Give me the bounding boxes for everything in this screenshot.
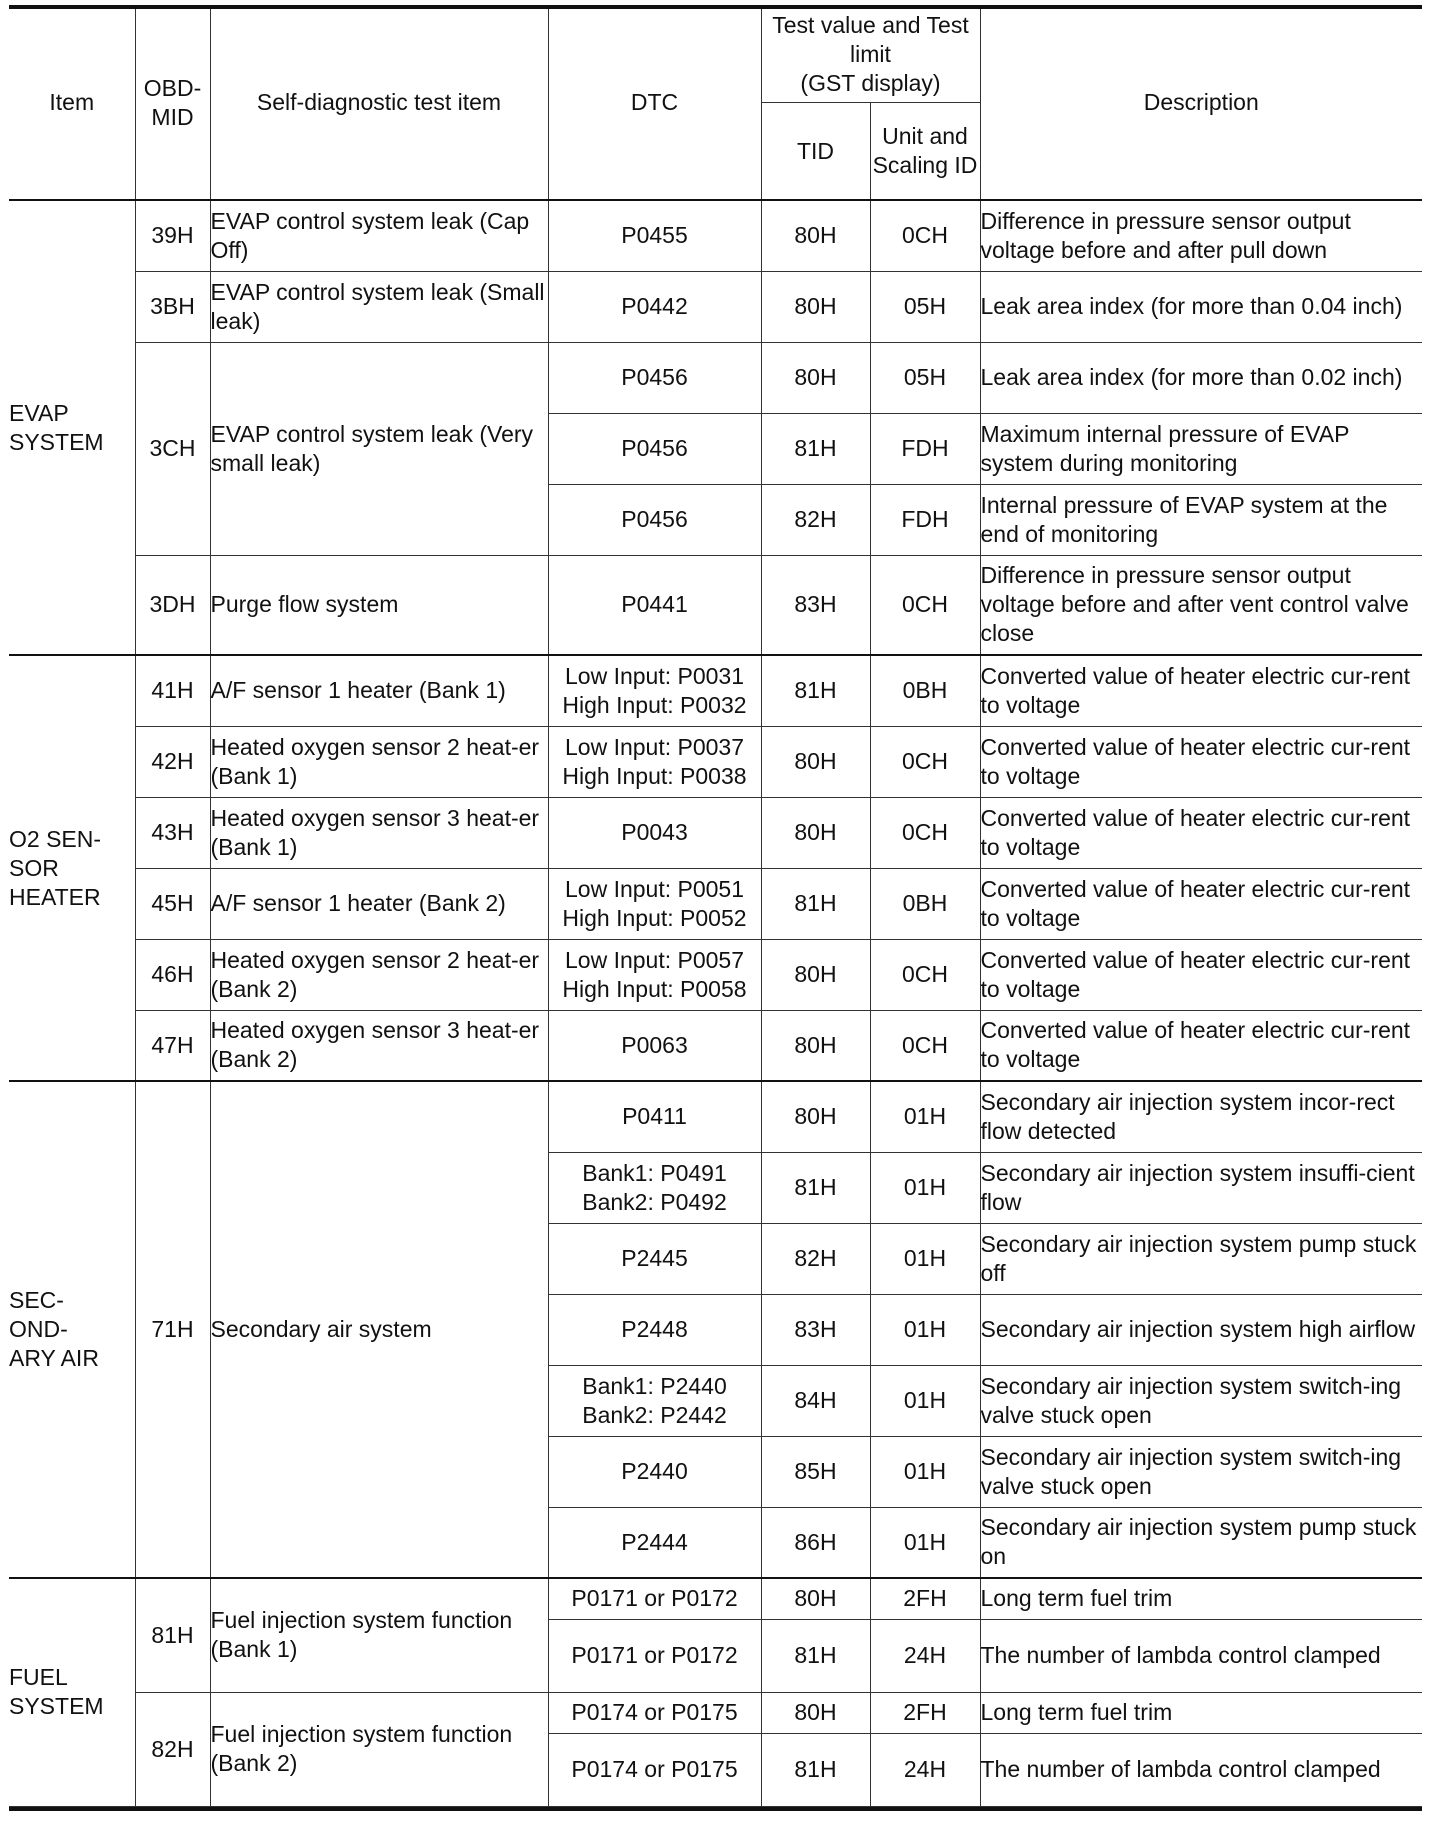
obd-mid-cell: 46H: [135, 939, 210, 1010]
tid-cell: 81H: [761, 1152, 870, 1223]
description-cell: Internal pressure of EVAP system at the end of monitoring: [980, 484, 1422, 555]
dtc-cell: P2444: [548, 1507, 761, 1578]
tid-cell: 80H: [761, 1578, 870, 1619]
header-unit-scaling-id: Unit and Scaling ID: [870, 103, 980, 201]
description-cell: Secondary air injection system pump stuck off: [980, 1223, 1422, 1294]
test-item-cell: A/F sensor 1 heater (Bank 1): [210, 655, 548, 726]
description-cell: Secondary air injection system switch-ing valve stuck open: [980, 1436, 1422, 1507]
description-cell: Converted value of heater electric cur-rent to voltage: [980, 797, 1422, 868]
tid-cell: 81H: [761, 655, 870, 726]
unit-scaling-cell: 0CH: [870, 797, 980, 868]
unit-scaling-cell: 01H: [870, 1365, 980, 1436]
test-item-cell: EVAP control system leak (Very small leak): [210, 342, 548, 555]
description-cell: Secondary air injection system high airflow: [980, 1294, 1422, 1365]
diagnostic-table-container: [9, 5, 1422, 1807]
unit-scaling-cell: 2FH: [870, 1578, 980, 1619]
obd-mid-cell: 45H: [135, 868, 210, 939]
description-cell: The number of lambda control clamped: [980, 1619, 1422, 1692]
description-cell: Difference in pressure sensor output voltage before and after vent control valve close: [980, 555, 1422, 655]
group-evap-system: [9, 200, 1422, 655]
unit-scaling-cell: 0CH: [870, 1010, 980, 1081]
test-item-cell: Heated oxygen sensor 3 heat-er (Bank 2): [210, 1010, 548, 1081]
description-cell: Secondary air injection system insuffi-cient flow: [980, 1152, 1422, 1223]
test-item-cell: EVAP control system leak (Cap Off): [210, 200, 548, 271]
description-cell: Converted value of heater electric cur-rent to voltage: [980, 1010, 1422, 1081]
description-cell: Long term fuel trim: [980, 1578, 1422, 1619]
tid-cell: 82H: [761, 484, 870, 555]
unit-scaling-cell: 0CH: [870, 939, 980, 1010]
dtc-cell: P2445: [548, 1223, 761, 1294]
unit-scaling-cell: 01H: [870, 1223, 980, 1294]
description-cell: Converted value of heater electric cur-rent to voltage: [980, 655, 1422, 726]
obd-mid-cell: 39H: [135, 200, 210, 271]
tid-cell: 80H: [761, 726, 870, 797]
dtc-cell: Low Input: P0057 High Input: P0058: [548, 939, 761, 1010]
test-item-cell: Heated oxygen sensor 2 heat-er (Bank 2): [210, 939, 548, 1010]
unit-scaling-cell: 0BH: [870, 868, 980, 939]
tid-cell: 86H: [761, 1507, 870, 1578]
tid-cell: 81H: [761, 868, 870, 939]
obd-mid-cell: 71H: [135, 1081, 210, 1578]
description-cell: Leak area index (for more than 0.02 inch): [980, 342, 1422, 413]
unit-scaling-cell: FDH: [870, 484, 980, 555]
description-cell: Maximum internal pressure of EVAP system during monitoring: [980, 413, 1422, 484]
test-item-cell: Heated oxygen sensor 3 heat-er (Bank 1): [210, 797, 548, 868]
description-cell: Converted value of heater electric cur-rent to voltage: [980, 939, 1422, 1010]
tid-cell: 80H: [761, 939, 870, 1010]
tid-cell: 80H: [761, 271, 870, 342]
obd-mid-cell: 3BH: [135, 271, 210, 342]
unit-scaling-cell: 01H: [870, 1081, 980, 1152]
test-item-cell: Purge flow system: [210, 555, 548, 655]
tid-cell: 80H: [761, 1010, 870, 1081]
description-cell: Secondary air injection system incor-rect flow detected: [980, 1081, 1422, 1152]
dtc-cell: P0455: [548, 200, 761, 271]
group-item-label: FUEL SYSTEM: [9, 1578, 135, 1806]
tid-cell: 80H: [761, 1081, 870, 1152]
header-tid: TID: [761, 103, 870, 201]
unit-scaling-cell: 01H: [870, 1436, 980, 1507]
header-obd-mid: OBD- MID: [135, 6, 210, 201]
dtc-cell: P0174 or P0175: [548, 1692, 761, 1733]
group-item-label: SEC- OND- ARY AIR: [9, 1081, 135, 1578]
header-item: Item: [9, 6, 135, 201]
tid-cell: 81H: [761, 413, 870, 484]
dtc-cell: P0171 or P0172: [548, 1619, 761, 1692]
header-self-diagnostic-test-item: Self-diagnostic test item: [210, 6, 548, 201]
description-cell: Long term fuel trim: [980, 1692, 1422, 1733]
group-o2-sensor-heater: [9, 655, 1422, 1081]
dtc-cell: P0043: [548, 797, 761, 868]
unit-scaling-cell: 0CH: [870, 726, 980, 797]
obd-mid-cell: 81H: [135, 1578, 210, 1692]
dtc-cell: Bank1: P0491 Bank2: P0492: [548, 1152, 761, 1223]
description-cell: Secondary air injection system pump stuck on: [980, 1507, 1422, 1578]
test-item-cell: Fuel injection system function (Bank 2): [210, 1692, 548, 1806]
tid-cell: 81H: [761, 1733, 870, 1806]
tid-cell: 81H: [761, 1619, 870, 1692]
header-description: Description: [980, 6, 1422, 201]
group-item-label: O2 SEN- SOR HEATER: [9, 655, 135, 1081]
tid-cell: 83H: [761, 1294, 870, 1365]
unit-scaling-cell: 01H: [870, 1294, 980, 1365]
dtc-cell: P0411: [548, 1081, 761, 1152]
obd-mid-cell: 3DH: [135, 555, 210, 655]
description-cell: Secondary air injection system switch-ing valve stuck open: [980, 1365, 1422, 1436]
unit-scaling-cell: 01H: [870, 1507, 980, 1578]
dtc-cell: P0456: [548, 484, 761, 555]
diagnostic-table: [9, 5, 1422, 1807]
test-item-cell: Heated oxygen sensor 2 heat-er (Bank 1): [210, 726, 548, 797]
unit-scaling-cell: 24H: [870, 1619, 980, 1692]
dtc-cell: P0456: [548, 413, 761, 484]
dtc-cell: Low Input: P0051 High Input: P0052: [548, 868, 761, 939]
unit-scaling-cell: 05H: [870, 271, 980, 342]
group-item-label: EVAP SYSTEM: [9, 200, 135, 655]
unit-scaling-cell: 05H: [870, 342, 980, 413]
dtc-cell: P0442: [548, 271, 761, 342]
tid-cell: 84H: [761, 1365, 870, 1436]
obd-mid-cell: 43H: [135, 797, 210, 868]
unit-scaling-cell: 01H: [870, 1152, 980, 1223]
obd-mid-cell: 47H: [135, 1010, 210, 1081]
unit-scaling-cell: 2FH: [870, 1692, 980, 1733]
header-dtc: DTC: [548, 6, 761, 201]
tid-cell: 85H: [761, 1436, 870, 1507]
tid-cell: 82H: [761, 1223, 870, 1294]
description-cell: Leak area index (for more than 0.04 inch): [980, 271, 1422, 342]
obd-mid-cell: 82H: [135, 1692, 210, 1806]
dtc-cell: P0456: [548, 342, 761, 413]
dtc-cell: P0171 or P0172: [548, 1578, 761, 1619]
dtc-cell: Bank1: P2440 Bank2: P2442: [548, 1365, 761, 1436]
unit-scaling-cell: 0CH: [870, 555, 980, 655]
group-fuel-system: [9, 1578, 1422, 1806]
dtc-cell: Low Input: P0031 High Input: P0032: [548, 655, 761, 726]
tid-cell: 83H: [761, 555, 870, 655]
group-secondary-air: [9, 1081, 1422, 1578]
unit-scaling-cell: 0BH: [870, 655, 980, 726]
test-item-cell: EVAP control system leak (Small leak): [210, 271, 548, 342]
test-item-cell: Secondary air system: [210, 1081, 548, 1578]
description-cell: The number of lambda control clamped: [980, 1733, 1422, 1806]
description-cell: Difference in pressure sensor output voltage before and after pull down: [980, 200, 1422, 271]
obd-mid-cell: 41H: [135, 655, 210, 726]
obd-mid-cell: 42H: [135, 726, 210, 797]
dtc-cell: P0063: [548, 1010, 761, 1081]
tid-cell: 80H: [761, 342, 870, 413]
description-cell: Converted value of heater electric cur-rent to voltage: [980, 726, 1422, 797]
unit-scaling-cell: 24H: [870, 1733, 980, 1806]
unit-scaling-cell: FDH: [870, 413, 980, 484]
tid-cell: 80H: [761, 200, 870, 271]
dtc-cell: P2440: [548, 1436, 761, 1507]
description-cell: Converted value of heater electric cur-rent to voltage: [980, 868, 1422, 939]
test-item-cell: A/F sensor 1 heater (Bank 2): [210, 868, 548, 939]
header-test-value: Test value and Test limit (GST display): [761, 6, 980, 103]
unit-scaling-cell: 0CH: [870, 200, 980, 271]
dtc-cell: P2448: [548, 1294, 761, 1365]
dtc-cell: Low Input: P0037 High Input: P0038: [548, 726, 761, 797]
dtc-cell: P0174 or P0175: [548, 1733, 761, 1806]
test-item-cell: Fuel injection system function (Bank 1): [210, 1578, 548, 1692]
obd-mid-cell: 3CH: [135, 342, 210, 555]
tid-cell: 80H: [761, 1692, 870, 1733]
tid-cell: 80H: [761, 797, 870, 868]
dtc-cell: P0441: [548, 555, 761, 655]
